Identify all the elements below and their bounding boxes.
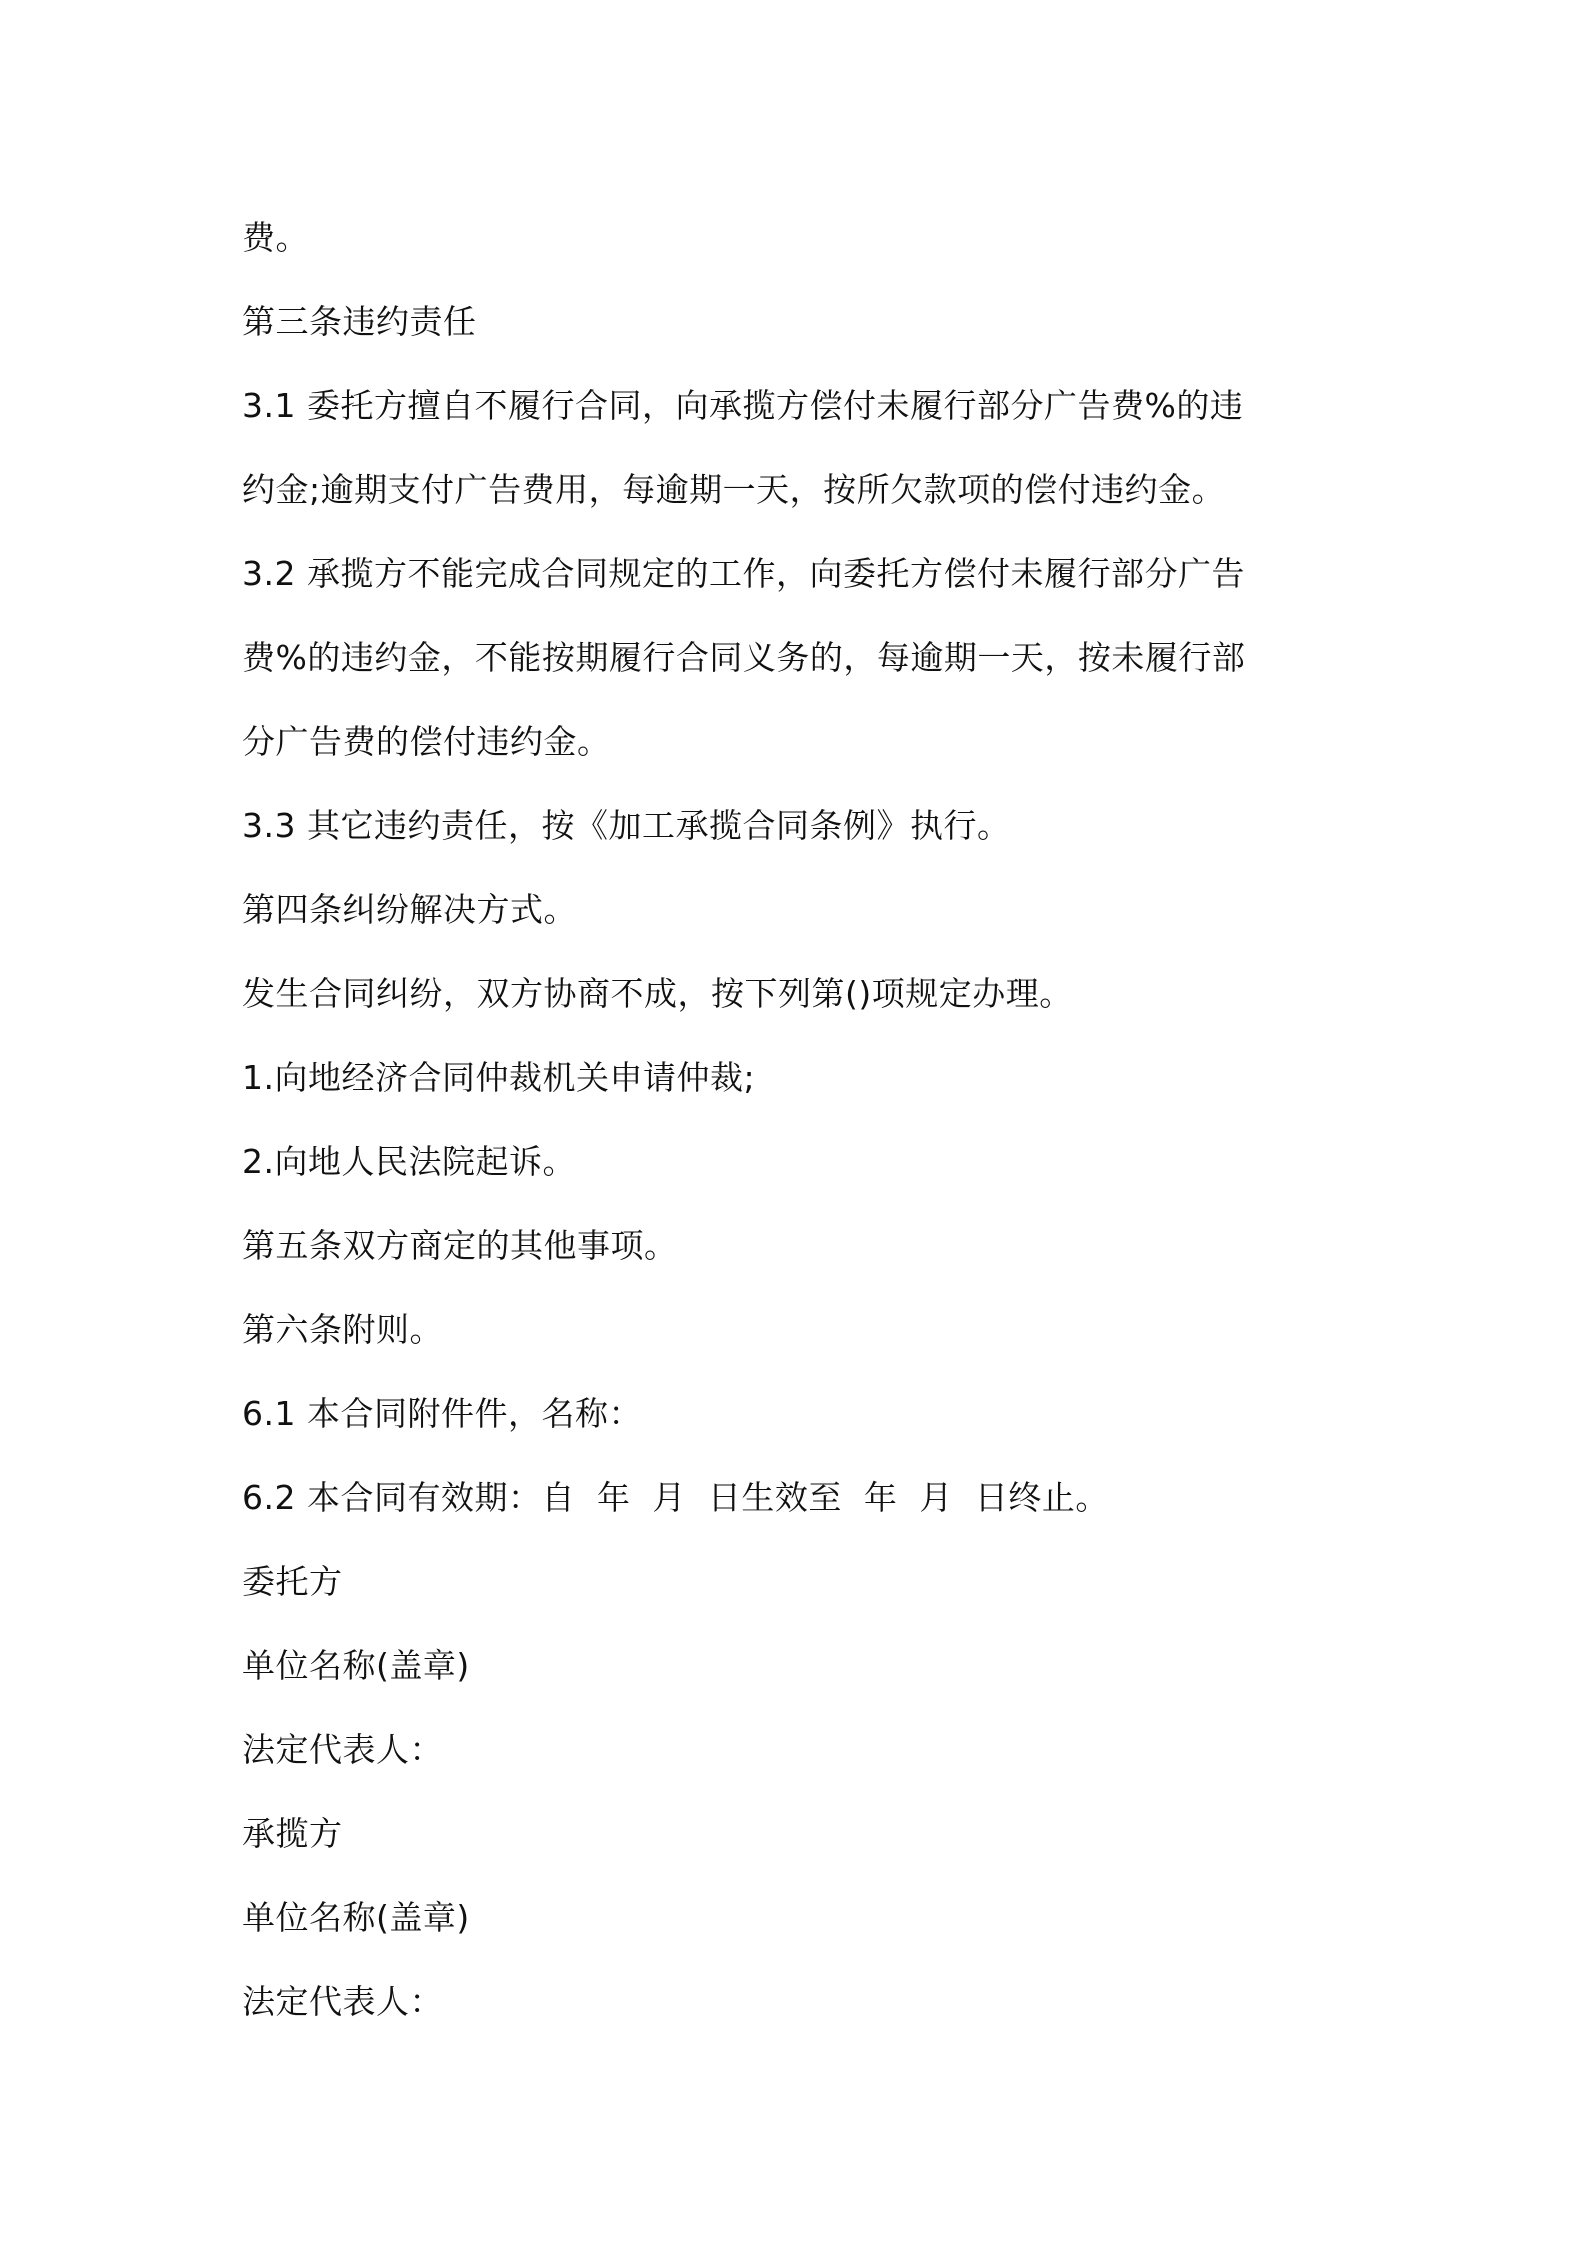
text-line: 6.2 本合同有效期：自 年 月 日生效至 年 月 日终止。: [242, 1478, 1109, 1517]
section-heading: 第六条附则。: [242, 1310, 443, 1349]
text-line: 2.向地人民法院起诉。: [242, 1142, 576, 1181]
text-line: 费。: [242, 218, 309, 257]
text-line: 约金;逾期支付广告费用，每逾期一天，按所欠款项的偿付违约金。: [242, 470, 1226, 509]
section-heading: 第三条违约责任: [242, 302, 477, 341]
text-line: 3.3 其它违约责任，按《加工承揽合同条例》执行。: [242, 806, 1011, 845]
signature-field-label: 法定代表人：: [242, 1730, 443, 1769]
text-line: 1.向地经济合同仲裁机关申请仲裁;: [242, 1058, 756, 1097]
text-line: 费%的违约金，不能按期履行合同义务的，每逾期一天，按未履行部: [242, 638, 1246, 677]
text-line: 3.1 委托方擅自不履行合同，向承揽方偿付未履行部分广告费%的违: [242, 386, 1244, 425]
signature-field-label: 单位名称(盖章): [242, 1898, 470, 1937]
signature-field-label: 法定代表人：: [242, 1982, 443, 2021]
text-line: 6.1 本合同附件件，名称：: [242, 1394, 642, 1433]
text-line: 3.2 承揽方不能完成合同规定的工作，向委托方偿付未履行部分广告: [242, 554, 1245, 593]
text-line: 发生合同纠纷，双方协商不成，按下列第()项规定办理。: [242, 974, 1073, 1013]
section-heading: 第五条双方商定的其他事项。: [242, 1226, 678, 1265]
section-heading: 第四条纠纷解决方式。: [242, 890, 577, 929]
party-label: 承揽方: [242, 1814, 343, 1853]
signature-field-label: 单位名称(盖章): [242, 1646, 470, 1685]
text-line: 分广告费的偿付违约金。: [242, 722, 611, 761]
document-body: [242, 196, 1362, 2044]
party-label: 委托方: [242, 1562, 343, 1601]
